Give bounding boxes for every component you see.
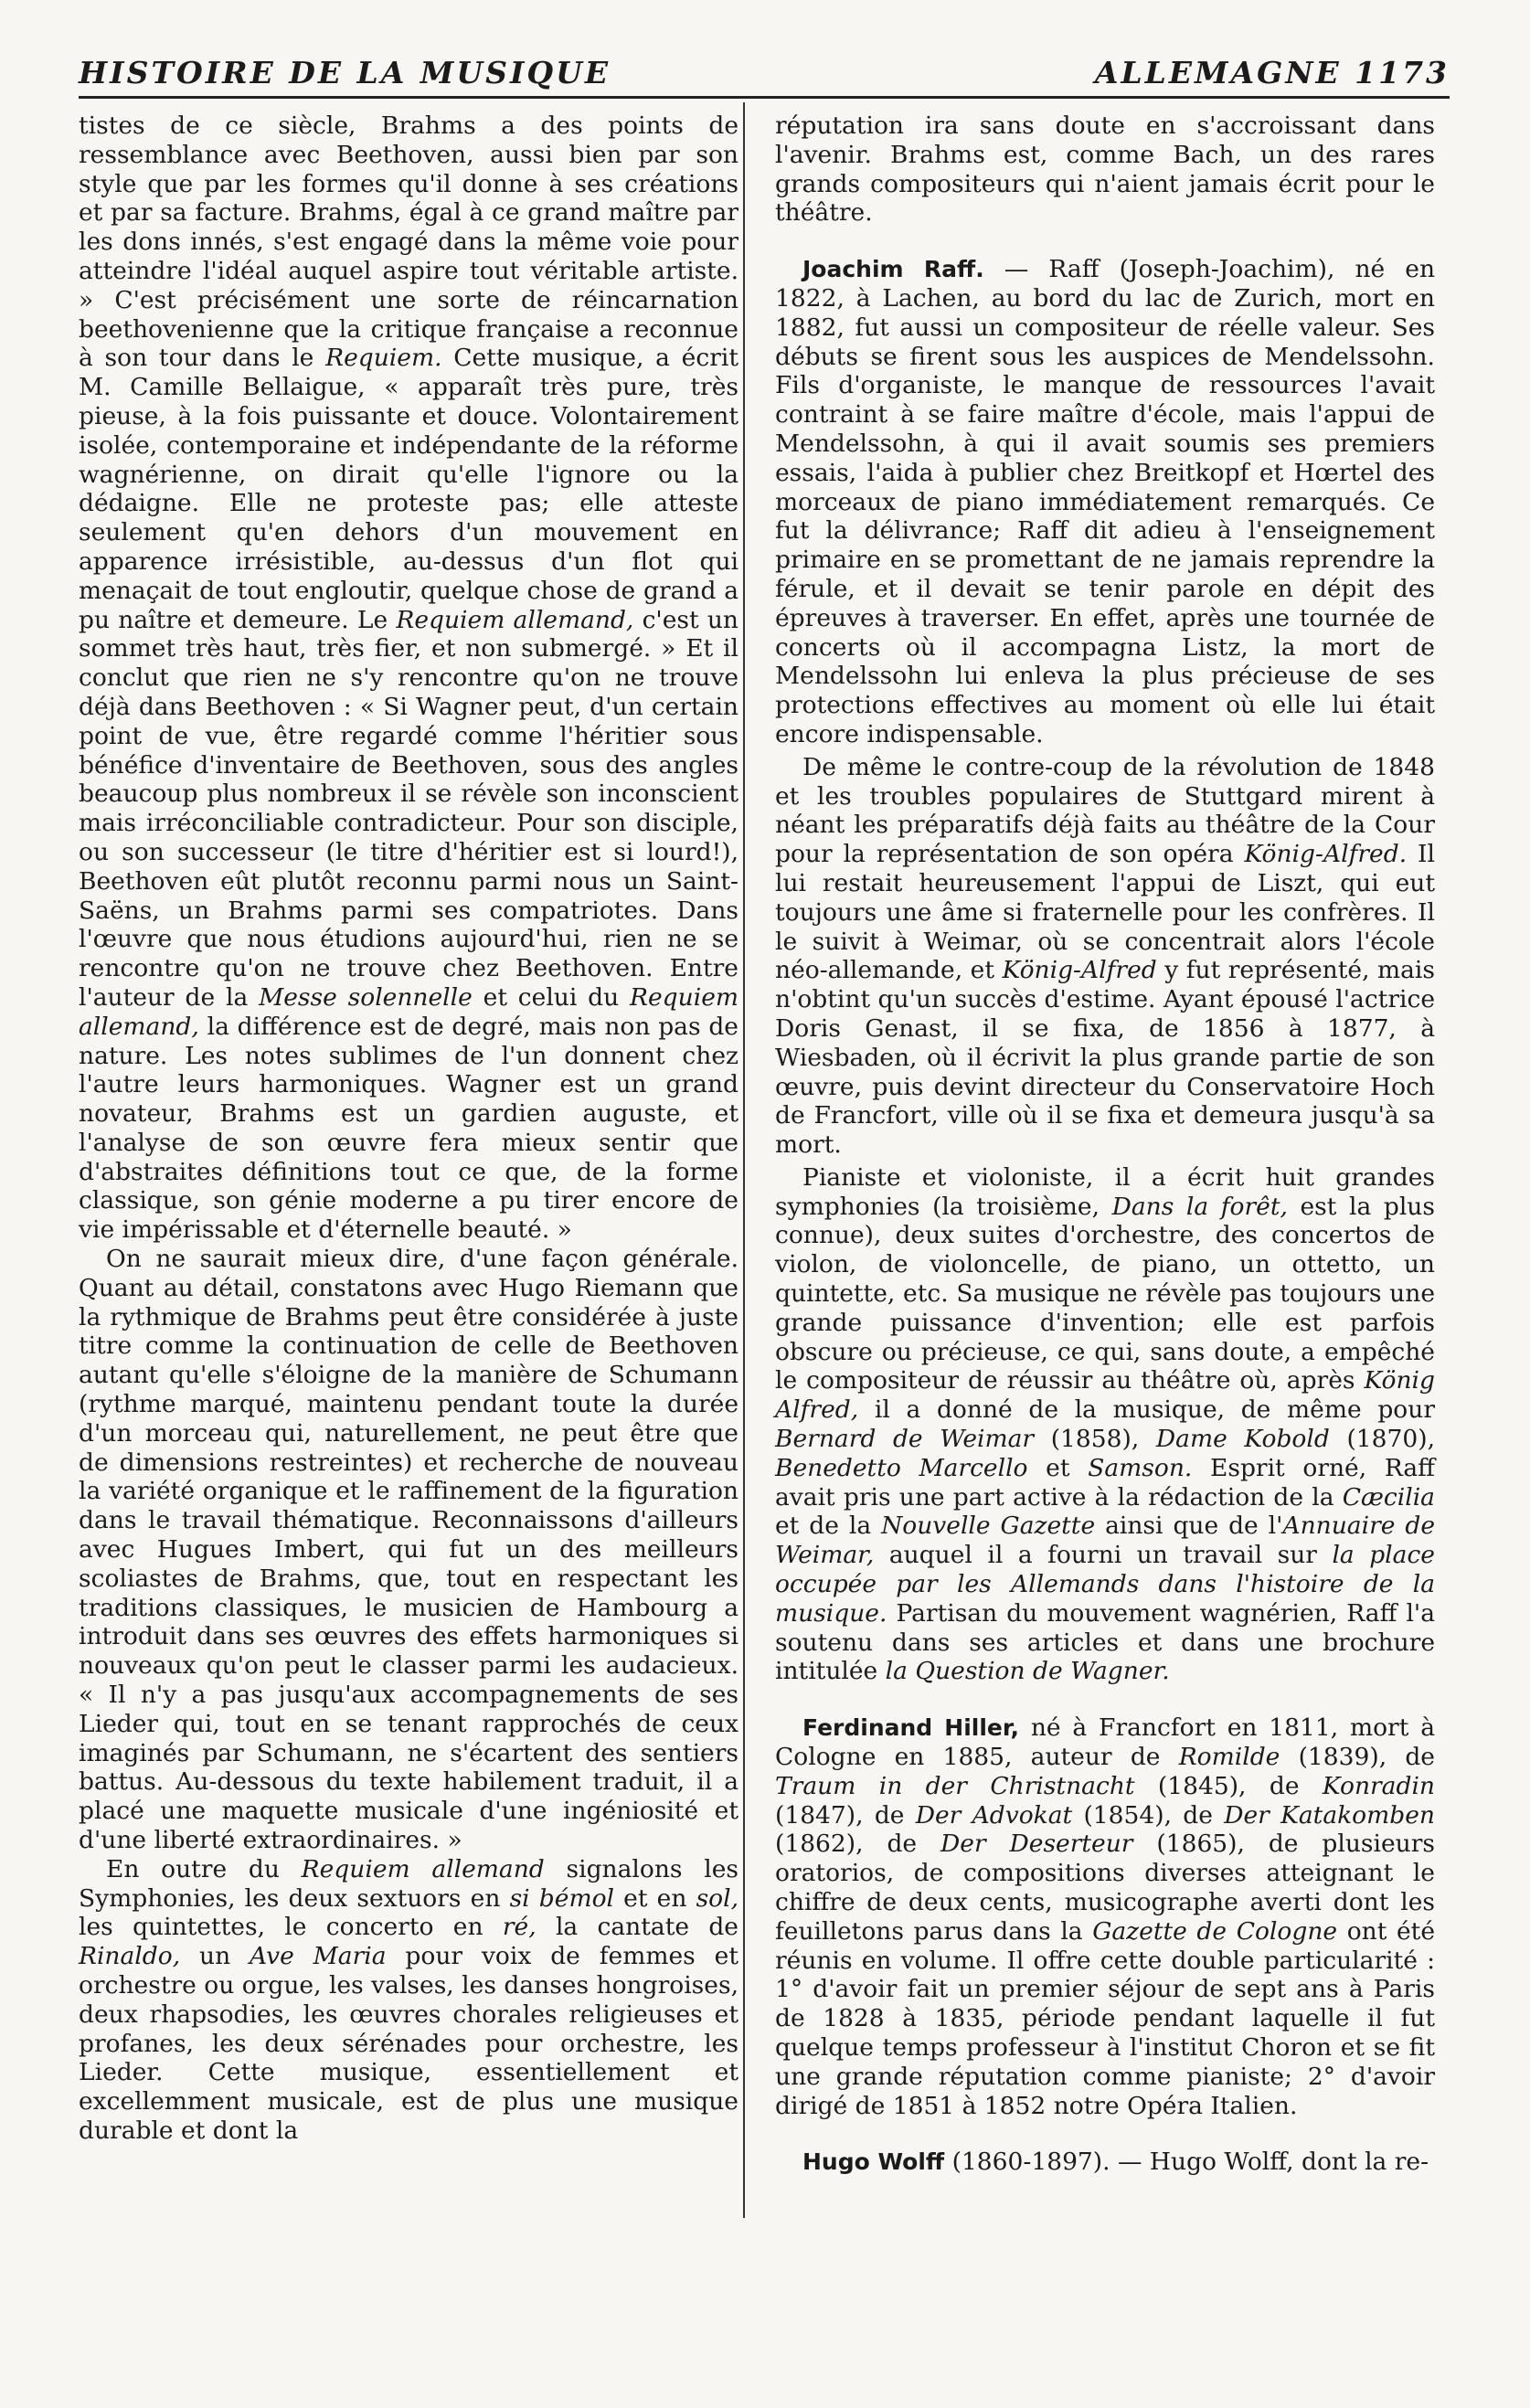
- italic-text: la place occupée par les Allemands dans l'histoire de la musique.: [775, 1541, 1435, 1628]
- italic-text: Der Advokat: [915, 1800, 1073, 1830]
- italic-text: Messe solennelle: [259, 982, 473, 1012]
- text-run: la différence est de degré, mais non pas de nature. Les notes sublimes de l'un donnent chez l'autre leurs harmoniques. Wagner est un grand novateur, Brahms est un gardien auguste, et l'analyse de son œuvre fera mieux sentir que d'abstraites définitions tout ce que, de la forme classique, son génie moderne a pu tirer encore de vie impérissable et d'éternelle beauté. »: [79, 1012, 738, 1245]
- text-run: (1847), de: [775, 1800, 916, 1830]
- paragraph: [775, 753, 1435, 1160]
- text-run: et en: [614, 1883, 696, 1913]
- text-run: En outre du: [106, 1854, 302, 1883]
- italic-text: Dans la forêt,: [1111, 1192, 1288, 1221]
- text-run: (1870),: [1329, 1425, 1435, 1454]
- header-rule: [79, 96, 1450, 99]
- italic-text: ré,: [502, 1913, 537, 1942]
- paragraph: [775, 111, 1435, 228]
- italic-text: sol,: [696, 1883, 739, 1913]
- right-column: [775, 111, 1435, 2177]
- paragraph: [775, 1163, 1435, 1686]
- italic-text: Der Deserteur: [940, 1830, 1133, 1859]
- text-run: la cantate de: [536, 1913, 738, 1942]
- italic-text: la Question de Wagner.: [885, 1657, 1170, 1686]
- left-column: [79, 111, 738, 2146]
- text-run: (1858),: [1034, 1425, 1156, 1454]
- italic-text: König-Alfred.: [1244, 840, 1408, 869]
- paragraph: [79, 1245, 738, 1855]
- text-run: Partisan du mouvement wagnérien, Raff l'a soutenu dans ses articles et dans une brochure intitulée: [775, 1598, 1435, 1686]
- text-run: ont été réunis en volume. Il offre cette double particularité : 1° d'avoir fait un premier séjour de sept ans à Paris de 1828 à 1835, période pendant laquelle il fut quelque temps professeur à l'institut Choron et se fit une grande réputation comme pianiste; 2° d'avoir dirigé de 1851 à 1852 notre Opéra Italien.: [775, 1916, 1435, 2120]
- italic-text: Cæcilia: [1342, 1482, 1435, 1512]
- text-run: est la plus connue), deux suites d'orchestre, des concertos de violon, de violoncelle, de piano, un ottetto, un quintette, etc. Sa musique ne révèle pas toujours une grande puissance d'invention; elle est parfois obscure ou précieuse, ce qui, sans doute, a empêché le compositeur de réussir au théâtre où, après: [775, 1192, 1435, 1395]
- italic-text: si bémol: [509, 1883, 615, 1913]
- text-run: — Raff (Joseph-Joachim), né en 1822, à Lachen, au bord du lac de Zurich, mort en 1882, fut aussi un compositeur de réelle valeur. Ses débuts se firent sous les auspices de Mendelssohn. Fils d'organiste, le manque de ressources l'avait contraint à se faire maître d'école, mais l'appui de Mendelssohn, à qui il avait soumis ses premiers essais, l'aida à publier chez Breitkopf et Hœrtel des morceaux de piano immédiatement remarqués. Ce fut la délivrance; Raff dit adieu à l'enseignement primaire en se promettant de ne jamais reprendre la férule, et il devait se tenir parole en dépit des épreuves à traverser. En effet, après une tournée de concerts où il accompagna Listz, la mort de Mendelssohn lui enleva la plus précieuse de ses protections effectives au moment où elle lui était encore indispensable.: [775, 255, 1436, 748]
- text-run: pour voix de femmes et orchestre ou orgue, les valses, les danses hongroises, deux rhapsodies, les œuvres chorales religieuses et profanes, les deux sérénades pour orchestre, les Lieder. Cette musique, essentiellement et excellemment musicale, est de plus une musique durable et dont la: [79, 1942, 738, 2145]
- italic-text: Gazette de Cologne: [1092, 1916, 1338, 1946]
- text-run: tistes de ce siècle, Brahms a des points de ressemblance avec Beethoven, aussi bien par son style que par les formes qu'il donne à ses créations et par sa facture. Brahms, égal à ce grand maître par les dons innés, s'est engagé dans la même voie pour atteindre l'idéal auquel aspire tout véritable artiste. » C'est précisément une sorte de réincarnation beethovenienne que la critique française a reconnue à son tour dans le: [79, 111, 738, 373]
- text-run: Il lui restait heureusement l'appui de Liszt, qui eut toujours une âme si fraternelle pour les confrères. Il le suivit à Weimar, où se concentrait alors l'école néo-allemande, et: [775, 840, 1435, 985]
- text-run: (1839), de: [1280, 1743, 1435, 1772]
- text-run: auquel il a fourni un travail sur: [874, 1541, 1333, 1570]
- text-run: (1854), de: [1072, 1800, 1225, 1830]
- italic-text: Benedetto Marcello: [775, 1453, 1028, 1482]
- italic-text: Dame Kobold: [1155, 1425, 1330, 1454]
- paragraph: [775, 2148, 1435, 2177]
- italic-text: Bernard de Weimar: [775, 1425, 1035, 1454]
- text-run: les quintettes, le concerto en: [79, 1913, 503, 1942]
- paragraph: [775, 255, 1435, 749]
- text-run: On ne saurait mieux dire, d'une façon générale. Quant au détail, constatons avec Hugo Riemann que la rythmique de Brahms peut être considérée à juste titre comme la continuation de celle de Beethoven autant qu'elle s'éloigne de la manière de Schumann (rythme marqué, maintenu pendant toute la durée d'un morceau qui, naturellement, ne peut être que de dimensions restreintes) et recherche de nouveau la variété organique et le raffinement de la figuration dans le travail thématique. Reconnaissons d'ailleurs avec Hugues Imbert, qui fut un des meilleurs scoliastes de Brahms, que, tout en respectant les traditions classiques, le musicien de Hambourg a introduit dans ses œuvres des effets harmoniques si nouveaux qu'on peut le classer parmi les audacieux. « Il n'y a pas jusqu'aux accompagnements de ses Lieder qui, tout en se tenant rapprochés de ceux imaginés par Schumann, ne s'écartent des sentiers battus. Au-dessous du texte habilement traduit, il a placé une maquette musicale d'une ingéniosité et d'une liberté extraordinaires. »: [79, 1245, 738, 1855]
- italic-text: Romilde: [1178, 1743, 1280, 1772]
- text-run: signalons les Symphonies, les deux sextuors en: [79, 1854, 738, 1913]
- italic-text: Nouvelle Gazette: [881, 1512, 1096, 1541]
- italic-text: Requiem allemand: [301, 1854, 545, 1883]
- running-head-section-page: ALLEMAGNE 1173: [1094, 55, 1450, 90]
- italic-text: Ave Maria: [250, 1942, 387, 1971]
- italic-text: Konradin: [1322, 1771, 1435, 1800]
- text-run: né à Francfort en 1811, mort à Cologne en 1885, auteur de: [775, 1713, 1436, 1772]
- paragraph: [775, 1713, 1435, 2120]
- text-run: c'est un sommet très haut, très fier, et non submergé. » Et il conclut que rien ne s'y rencontre qu'on ne trouve déjà dans Beethoven : « Si Wagner peut, d'un certain point de vue, être regardé comme l'héritier sous bénéfice d'inventaire de Beethoven, sous des angles beaucoup plus nombreux il se révèle son inconscient mais irréconciliable contradicteur. Pour son disciple, ou son successeur (le titre d'héritier est si lourd!), Beethoven eût plutôt reconnu parmi nous un Saint-Saëns, un Brahms parmi ses compatriotes. Dans l'œuvre que nous étudions aujourd'hui, rien ne se rencontre qu'on ne trouve chez Beethoven. Entre l'auteur de la: [79, 605, 738, 1012]
- text-run: et celui du: [472, 982, 631, 1012]
- italic-text: Samson.: [1088, 1453, 1193, 1482]
- text-run: et de la: [775, 1512, 882, 1541]
- paragraph: [79, 1855, 738, 2146]
- text-run: Pianiste et violoniste, il a écrit huit grandes symphonies (la troisième,: [775, 1162, 1435, 1221]
- text-run: De même le contre-coup de la révolution de 1848 et les troubles populaires de Stuttgard mirent à néant les préparatifs déjà faits au théâtre de la Cour pour la représentation de son opéra: [775, 752, 1435, 869]
- column-divider: [743, 102, 745, 2218]
- text-run: réputation ira sans doute en s'accroissant dans l'avenir. Brahms est, comme Bach, un des rares grands compositeurs qui n'aient jamais écrit pour le théâtre.: [775, 111, 1435, 228]
- text-run: (1865), de plusieurs oratorios, de compositions diverses atteignant le chiffre de deux cents, musicographe averti dont les feuilletons parus dans la: [775, 1830, 1435, 1946]
- text-run: Esprit orné, Raff avait pris une part active à la rédaction de la: [775, 1453, 1436, 1512]
- italic-text: König Alfred,: [775, 1366, 1435, 1425]
- entry-heading: Hugo Wolff: [802, 2148, 945, 2176]
- italic-text: Requiem allemand,: [79, 982, 738, 1041]
- text-run: et: [1027, 1453, 1089, 1482]
- text-run: (1862), de: [775, 1830, 941, 1859]
- text-run: il a donné de la musique, de même pour: [858, 1395, 1435, 1425]
- text-run: un: [180, 1942, 250, 1971]
- italic-text: Rinaldo,: [79, 1942, 181, 1971]
- italic-text: Requiem allemand,: [396, 605, 634, 634]
- text-run: Cette musique, a écrit M. Camille Bellaigue, « apparaît très pure, très pieuse, à la fois puissante et douce. Volontairement isolée, contemporaine et indépendante de la réforme wagnérienne, on dirait qu'elle l'ignore ou la dédaigne. Elle ne proteste pas; elle atteste seulement qu'en dehors d'un mouvement en apparence irrésistible, au-dessus d'un flot qui menaçait de tout engloutir, quelque chose de grand a pu naître et demeure. Le: [79, 344, 738, 634]
- text-run: (1860-1897). — Hugo Wolff, dont la re-: [944, 2148, 1429, 2177]
- text-run: y fut représenté, mais n'obtint qu'un succès d'estime. Ayant épousé l'actrice Doris Genast, il se fixa, de 1856 à 1877, à Wiesbaden, où il écrivit la plus grande partie de son œuvre, puis devint directeur du Conservatoire Hoch de Francfort, ville où il se fixa et demeura jusqu'à sa mort.: [775, 956, 1435, 1160]
- italic-text: Requiem.: [325, 344, 442, 373]
- text-run: (1845), de: [1134, 1771, 1323, 1800]
- italic-text: Traum in der Christnacht: [775, 1771, 1135, 1800]
- running-head: [79, 55, 1450, 95]
- entry-heading: Ferdinand Hiller,: [802, 1714, 1020, 1742]
- running-head-title: HISTOIRE DE LA MUSIQUE: [79, 55, 611, 90]
- entry-heading: Joachim Raff.: [802, 256, 984, 283]
- paragraph: [79, 111, 738, 1245]
- italic-text: Der Katakomben: [1224, 1800, 1435, 1830]
- italic-text: Annuaire de Weimar,: [775, 1512, 1436, 1570]
- italic-text: König-Alfred: [1002, 956, 1157, 985]
- text-run: ainsi que de l': [1095, 1512, 1283, 1541]
